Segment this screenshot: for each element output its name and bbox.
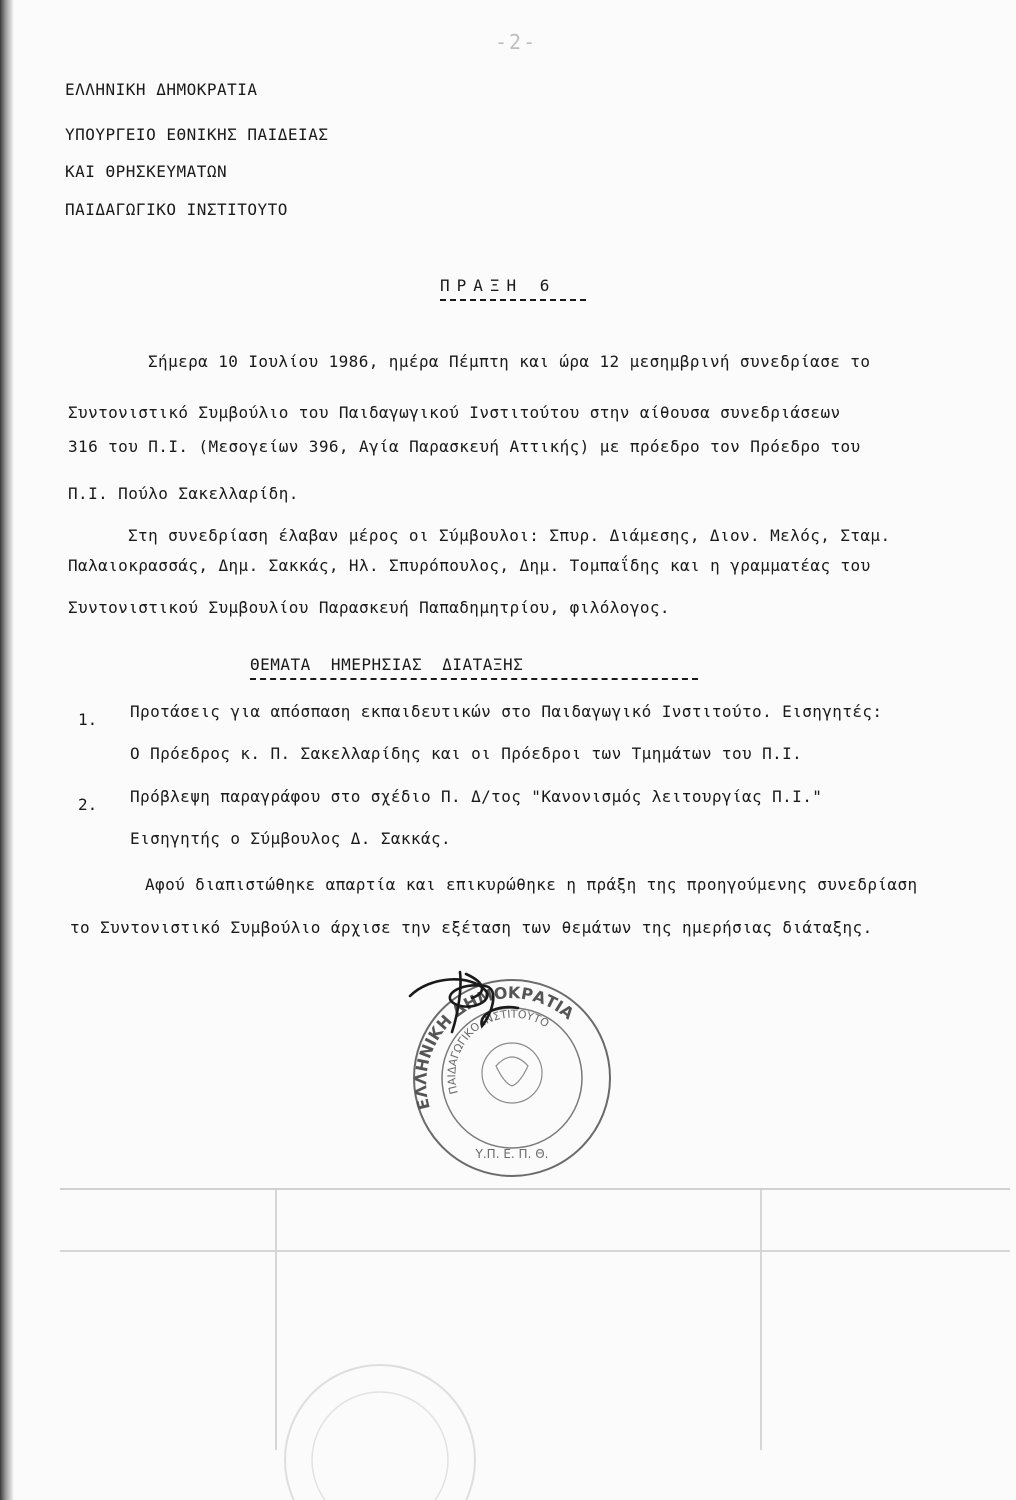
official-stamp [400, 968, 620, 1178]
header-line-religion: ΚΑΙ ΘΡΗΣΚΕΥΜΑΤΩΝ [65, 162, 228, 181]
paragraph-3-line: το Συντονιστικό Συμβούλιο άρχισε την εξέταση των θεμάτων της ημερήσιας διάταξης. [70, 918, 873, 937]
stamp-emblem-figure [496, 1057, 528, 1086]
agenda-title: ΘΕΜΑΤΑ ΗΜΕΡΗΣΙΑΣ ΔΙΑΤΑΞΗΣ [250, 655, 524, 674]
scan-edge-shadow [0, 0, 14, 1500]
paragraph-1-line: Συντονιστικό Συμβούλιο του Παιδαγωγικού Ινστιτούτου στην αίθουσα συνεδριάσεων [68, 403, 841, 422]
bleed-through-stamp-ring [312, 1392, 448, 1500]
paragraph-2-line: Συντονιστικού Συμβουλίου Παρασκευή Παπαδημητρίου, φιλόλογος. [68, 598, 670, 617]
stamp-inner-ring [442, 1008, 582, 1148]
header-line-institute: ΠΑΙΔΑΓΩΓΙΚΟ ΙΝΣΤΙΤΟΥΤΟ [65, 200, 288, 219]
bleed-through-rule [760, 1190, 762, 1450]
agenda-item-line: Προτάσεις για απόσπαση εκπαιδευτικών στο Παιδαγωγικό Ινστιτούτο. Εισηγητές: [130, 702, 883, 721]
bleed-through-table [60, 1188, 1010, 1450]
paragraph-1-line: Π.Ι. Πούλο Σακελλαρίδη. [68, 484, 299, 503]
bleed-through-stamp [270, 1350, 490, 1500]
bleed-through-rule [60, 1250, 1010, 1252]
agenda-item-number: 1. [78, 710, 98, 729]
agenda-item-line: Πρόβλεψη παραγράφου στο σχέδιο Π. Δ/τος "Κανονισμός λειτουργίας Π.Ι." [130, 787, 823, 806]
paragraph-1-line: Σήμερα 10 Ιουλίου 1986, ημέρα Πέμπτη και ώρα 12 μεσημβρινή συνεδρίασε το [148, 352, 871, 371]
header-line-republic: ΕΛΛΗΝΙΚΗ ΔΗΜΟΚΡΑΤΙΑ [65, 80, 258, 99]
agenda-item-line: Ο Πρόεδρος κ. Π. Σακελλαρίδης και οι Πρόεδροι των Τμημάτων του Π.Ι. [130, 744, 803, 763]
stamp-bottom-text: Υ.Π. Ε. Π. Θ. [475, 1147, 549, 1161]
title-underline [440, 299, 586, 301]
bleed-through-stamp-ring [285, 1365, 475, 1500]
agenda-item-line: Εισηγητής ο Σύμβουλος Δ. Σακκάς. [130, 829, 452, 848]
stamp-inner-text: ΠΑΙΔΑΓΩΓΙΚΟ ΙΝΣΤΙΤΟΥΤΟ [445, 1007, 552, 1096]
agenda-underline [250, 678, 698, 680]
page-number: -2- [495, 30, 538, 54]
paragraph-3-line: Αφού διαπιστώθηκε απαρτία και επικυρώθηκε η πράξη της προηγούμενης συνεδρίαση [145, 875, 918, 894]
paragraph-2-line: Στη συνεδρίαση έλαβαν μέρος οι Σύμβουλοι: Σπυρ. Διάμεσης, Διον. Μελός, Σταμ. [128, 526, 891, 545]
stamp-outer-text: ΕΛΛΗΝΙΚΗ ΔΗΜΟΚΡΑΤΙΑ [411, 983, 578, 1112]
header-line-ministry: ΥΠΟΥΡΓΕΙΟ ΕΘΝΙΚΗΣ ΠΑΙΔΕΙΑΣ [65, 125, 329, 144]
stamp-emblem [482, 1043, 542, 1103]
paragraph-2-line: Παλαιοκρασσάς, Δημ. Σακκάς, Ηλ. Σπυρόπουλος, Δημ. Τομπαΐδης και η γραμματέας του [68, 556, 871, 575]
paragraph-1-line: 316 του Π.Ι. (Μεσογείων 396, Αγία Παρασκευή Αττικής) με πρόεδρο τον Πρόεδρο του [68, 437, 861, 456]
agenda-item-number: 2. [78, 795, 98, 814]
document-title: ΠΡΑΞΗ 6 [440, 276, 557, 295]
